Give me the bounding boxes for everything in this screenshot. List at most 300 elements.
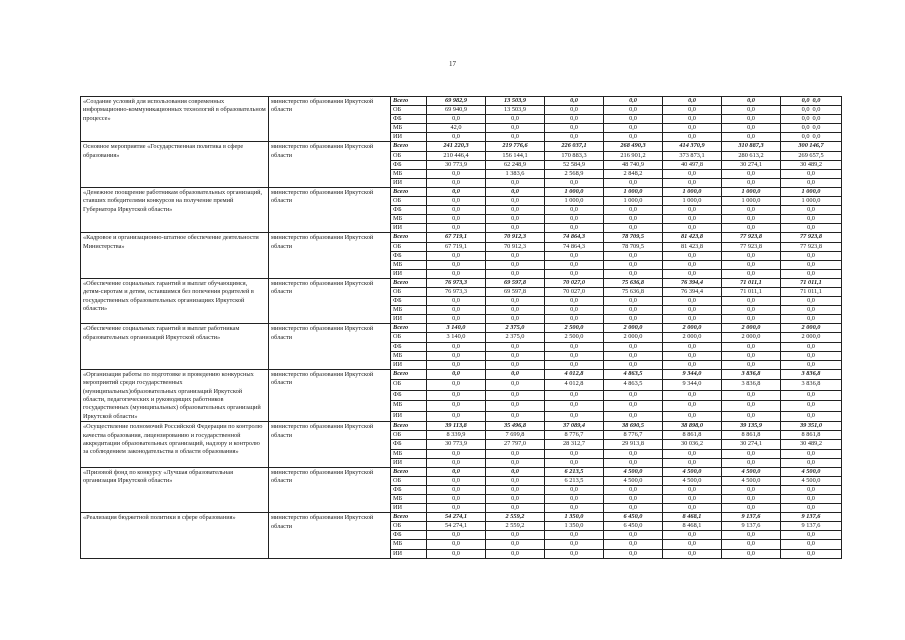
amount-cell: 0,0 [486, 297, 545, 306]
amount-cell: 2 000,0 [604, 333, 663, 342]
amount-cell: 0,0 [604, 124, 663, 133]
amount-cell: 70 027,0 [545, 287, 604, 296]
amount-cell: 0,0 [663, 495, 722, 504]
amount-cell: 1 000,0 [604, 197, 663, 206]
amount-cell: 0,0 [486, 411, 545, 422]
amount-cell: 81 423,8 [663, 233, 722, 242]
amount-cell: 0,0 [781, 269, 842, 278]
amount-cell: 0,0 [427, 540, 486, 549]
amount-cell: 0,0 [781, 540, 842, 549]
amount-cell: 0,0 [781, 401, 842, 411]
amount-cell: 0,0 [604, 485, 663, 494]
amount-cell: 69 982,9 [427, 97, 486, 106]
amount-cell: 0,0 [427, 187, 486, 196]
amount-cell: 0,0 [663, 97, 722, 106]
amount-cell: 3 140,0 [427, 333, 486, 342]
amount-cell: 0,0 [545, 315, 604, 324]
table-row [81, 369, 842, 379]
amount-cell: 0,0 [604, 549, 663, 558]
amount-cell: 0,0 0,0 [781, 133, 842, 142]
amount-cell: 13 503,9 [486, 106, 545, 115]
funding-source-cell: ИИ [391, 178, 427, 187]
amount-cell: 13 503,9 [486, 97, 545, 106]
amount-cell: 0,0 [427, 549, 486, 558]
amount-cell: 0,0 [604, 206, 663, 215]
amount-cell: 0,0 [781, 251, 842, 260]
amount-cell: 0,0 [486, 215, 545, 224]
amount-cell: 0,0 [722, 360, 781, 369]
funding-source-cell: Всего [391, 369, 427, 379]
amount-cell: 0,0 [427, 401, 486, 411]
amount-cell: 0,0 [781, 495, 842, 504]
amount-cell: 0,0 [781, 549, 842, 558]
amount-cell: 0,0 [545, 401, 604, 411]
amount-cell: 0,0 [427, 485, 486, 494]
amount-cell: 0,0 [604, 351, 663, 360]
amount-cell: 9 137,6 [781, 522, 842, 531]
amount-cell: 0,0 [781, 485, 842, 494]
amount-cell: 4 500,0 [604, 476, 663, 485]
funding-source-cell: МБ [391, 124, 427, 133]
amount-cell: 0,0 [663, 178, 722, 187]
program-name-cell: «Обеспечение социальных гарантий и выплат работникам образовательных организаций Иркутской области» [81, 324, 269, 369]
funding-source-cell: ИИ [391, 133, 427, 142]
amount-extra: 0,0 [812, 115, 821, 123]
amount-cell: 0,0 [604, 178, 663, 187]
amount-cell: 0,0 [604, 411, 663, 422]
amount-cell: 52 584,9 [545, 160, 604, 169]
amount-cell: 0,0 [545, 269, 604, 278]
amount-cell: 0,0 [427, 449, 486, 458]
amount-cell: 0,0 [663, 124, 722, 133]
amount-cell: 0,0 [486, 549, 545, 558]
table-row [81, 278, 842, 287]
funding-source-cell: ИИ [391, 504, 427, 513]
amount-cell: 0,0 [486, 458, 545, 467]
amount-cell: 0,0 [781, 178, 842, 187]
funding-source-cell: ОБ [391, 380, 427, 390]
amount-cell: 4 500,0 [663, 467, 722, 476]
table-row [81, 233, 842, 242]
amount-cell: 0,0 [545, 360, 604, 369]
amount-cell: 241 220,3 [427, 142, 486, 151]
amount-cell: 0,0 [545, 297, 604, 306]
amount-cell: 0,0 [663, 390, 722, 400]
amount-cell: 2 000,0 [722, 333, 781, 342]
amount-cell: 0,0 [663, 306, 722, 315]
amount-cell: 76 973,3 [427, 287, 486, 296]
amount-cell: 0,0 [545, 342, 604, 351]
amount-cell: 0,0 [663, 449, 722, 458]
table-row [81, 422, 842, 431]
amount-cell: 0,0 [486, 115, 545, 124]
amount-cell: 35 496,8 [486, 422, 545, 431]
amount-cell: 310 887,3 [722, 142, 781, 151]
amount-cell: 0,0 [722, 315, 781, 324]
amount-cell: 280 613,2 [722, 151, 781, 160]
amount-cell: 7 699,8 [486, 431, 545, 440]
amount-cell: 0,0 [427, 351, 486, 360]
amount-cell: 0,0 [427, 306, 486, 315]
amount-cell: 0,0 [604, 531, 663, 540]
amount-cell: 0,0 [486, 306, 545, 315]
amount-cell: 0,0 [604, 504, 663, 513]
amount-cell: 0,0 [486, 485, 545, 494]
amount-cell: 1 350,0 [545, 513, 604, 522]
amount-cell: 2 500,0 [545, 333, 604, 342]
amount-cell: 0,0 [604, 401, 663, 411]
amount-extra: 0,0 [812, 124, 821, 132]
amount-cell: 8 861,8 [781, 431, 842, 440]
funding-source-cell: ИИ [391, 269, 427, 278]
amount-cell: 30 773,9 [427, 440, 486, 449]
amount-cell: 4 863,5 [604, 380, 663, 390]
amount-cell: 0,0 [427, 133, 486, 142]
amount-cell: 0,0 [781, 390, 842, 400]
page-number: 17 [449, 60, 456, 68]
amount-cell: 0,0 [781, 449, 842, 458]
amount-cell: 0,0 [427, 495, 486, 504]
amount-cell: 0,0 [722, 224, 781, 233]
amount-cell: 0,0 [427, 531, 486, 540]
amount-cell: 6 213,5 [545, 467, 604, 476]
funding-source-cell: Всего [391, 97, 427, 106]
amount-cell: 0,0 [486, 342, 545, 351]
amount-cell: 0,0 [722, 351, 781, 360]
amount-cell: 70 027,0 [545, 278, 604, 287]
amount-cell: 74 864,3 [545, 242, 604, 251]
amount-cell: 78 709,5 [604, 242, 663, 251]
funding-source-cell: МБ [391, 351, 427, 360]
executor-cell: министерство образования Иркутской области [269, 142, 391, 187]
amount-cell: 4 012,8 [545, 380, 604, 390]
amount-cell: 67 719,1 [427, 242, 486, 251]
amount-cell: 8 468,1 [663, 522, 722, 531]
amount-cell: 1 000,0 [663, 197, 722, 206]
table-row [81, 142, 842, 151]
amount-cell: 1 000,0 [545, 187, 604, 196]
amount-cell: 268 490,3 [604, 142, 663, 151]
amount-cell: 71 011,1 [722, 287, 781, 296]
amount-cell: 0,0 [722, 215, 781, 224]
table-row [81, 467, 842, 476]
amount-cell: 0,0 [545, 260, 604, 269]
amount-cell: 0,0 [486, 360, 545, 369]
amount-cell: 0,0 [427, 269, 486, 278]
amount-cell: 28 312,7 [545, 440, 604, 449]
amount-cell: 40 497,8 [663, 160, 722, 169]
amount-cell: 2 568,9 [545, 169, 604, 178]
amount-cell: 0,0 [663, 297, 722, 306]
executor-cell: министерство образования Иркутской области [269, 233, 391, 278]
amount-cell: 0,0 [781, 315, 842, 324]
amount-cell: 414 370,9 [663, 142, 722, 151]
amount-cell: 0,0 0,0 [781, 106, 842, 115]
amount-cell: 70 912,3 [486, 233, 545, 242]
amount-cell: 0,0 [663, 106, 722, 115]
amount-cell: 0,0 [722, 124, 781, 133]
amount-cell: 0,0 [663, 224, 722, 233]
amount-cell: 0,0 [604, 315, 663, 324]
executor-cell: министерство образования Иркутской области [269, 187, 391, 232]
amount-cell: 0,0 [486, 495, 545, 504]
amount-cell: 0,0 [545, 540, 604, 549]
amount-cell: 0,0 [722, 251, 781, 260]
amount-cell: 0,0 [427, 390, 486, 400]
amount-cell: 0,0 [604, 260, 663, 269]
amount-cell: 0,0 [663, 260, 722, 269]
amount-cell: 1 000,0 [722, 187, 781, 196]
amount-cell: 76 394,4 [663, 278, 722, 287]
amount-cell: 2 559,2 [486, 522, 545, 531]
funding-source-cell: МБ [391, 260, 427, 269]
amount-cell: 0,0 [486, 206, 545, 215]
funding-source-cell: ИИ [391, 411, 427, 422]
amount-cell: 81 423,8 [663, 242, 722, 251]
amount-cell: 0,0 [663, 549, 722, 558]
amount-cell: 0,0 [781, 260, 842, 269]
amount-cell: 0,0 [486, 467, 545, 476]
amount-cell: 0,0 [781, 169, 842, 178]
amount-cell: 0,0 [545, 549, 604, 558]
amount-cell: 0,0 [604, 133, 663, 142]
funding-source-cell: Всего [391, 422, 427, 431]
amount-cell: 0,0 [486, 315, 545, 324]
amount-cell: 8 861,8 [663, 431, 722, 440]
amount-extra: 0,0 [812, 133, 821, 141]
amount-cell: 0,0 [604, 251, 663, 260]
amount-cell: 0,0 [781, 360, 842, 369]
amount-cell: 39 351,0 [781, 422, 842, 431]
amount-cell: 0,0 [427, 458, 486, 467]
amount-cell: 1 000,0 [781, 187, 842, 196]
amount-cell: 4 500,0 [604, 467, 663, 476]
amount-cell: 0,0 [427, 315, 486, 324]
program-name-cell: «Осуществление полномочий Российской Федерации по контролю качества образования, лицензированию и государственной аккредитации образовательных организаций, надзору и контролю за соблюдением законодательства в области образования» [81, 422, 269, 467]
amount-cell: 0,0 [722, 458, 781, 467]
funding-source-cell: ФБ [391, 297, 427, 306]
amount-cell: 3 140,0 [427, 324, 486, 333]
amount-cell: 0,0 [722, 531, 781, 540]
amount-cell: 0,0 [663, 401, 722, 411]
funding-source-cell: ИИ [391, 315, 427, 324]
amount-cell: 30 773,9 [427, 160, 486, 169]
amount-cell: 6 213,5 [545, 476, 604, 485]
amount-cell: 4 500,0 [722, 467, 781, 476]
amount-cell: 0,0 [781, 306, 842, 315]
amount-cell: 2 000,0 [663, 324, 722, 333]
amount-cell: 0,0 [663, 215, 722, 224]
amount-cell: 0,0 [545, 390, 604, 400]
amount-cell: 9 137,6 [722, 513, 781, 522]
amount-cell: 0,0 [604, 458, 663, 467]
amount-cell: 0,0 [545, 178, 604, 187]
amount-cell: 4 500,0 [781, 467, 842, 476]
amount-cell: 42,0 [427, 124, 486, 133]
amount-cell: 8 776,7 [604, 431, 663, 440]
program-name-cell: «Кадровое и организационно-штатное обеспечение деятельности Министерства» [81, 233, 269, 278]
amount-cell: 0,0 [427, 178, 486, 187]
program-name-cell: «Обеспечение социальных гарантий и выплат обучающимся, детям-сиротам и детям, оставшимся без попечения родителей в государственных образовательных организациях Иркутской области» [81, 278, 269, 323]
amount-cell: 37 089,4 [545, 422, 604, 431]
amount-cell: 0,0 [722, 133, 781, 142]
funding-source-cell: ФБ [391, 485, 427, 494]
amount-cell: 54 274,1 [427, 513, 486, 522]
program-name-cell: «Организация работы по подготовке и проведению конкурсных мероприятий среди государственных (муниципальных)образовательных организаций Иркутской области, педагогических и руководящих работников государственных (муниципальных) образовательных организаций Иркутской области» [81, 369, 269, 421]
amount-cell: 0,0 [781, 224, 842, 233]
amount-cell: 0,0 [722, 540, 781, 549]
amount-cell: 0,0 [427, 115, 486, 124]
amount-cell: 0,0 [427, 224, 486, 233]
table-row [81, 513, 842, 522]
amount-cell: 62 248,9 [486, 160, 545, 169]
amount-cell: 0,0 [545, 133, 604, 142]
funding-source-cell: ОБ [391, 333, 427, 342]
amount-cell: 0,0 [486, 260, 545, 269]
amount-cell: 75 636,8 [604, 287, 663, 296]
amount-cell: 1 350,0 [545, 522, 604, 531]
amount-cell: 0,0 [604, 342, 663, 351]
amount-cell: 2 375,0 [486, 324, 545, 333]
amount-cell: 0,0 [663, 169, 722, 178]
amount-cell: 0,0 [545, 206, 604, 215]
amount-cell: 30 274,1 [722, 160, 781, 169]
amount-cell: 0,0 [486, 369, 545, 379]
amount-cell: 0,0 [663, 315, 722, 324]
amount-cell: 0,0 [604, 449, 663, 458]
amount-cell: 75 636,8 [604, 278, 663, 287]
amount-cell: 0,0 [663, 485, 722, 494]
amount-cell: 0,0 [545, 449, 604, 458]
amount-cell: 0,0 [781, 504, 842, 513]
amount-cell: 0,0 [604, 390, 663, 400]
amount-cell: 0,0 0,0 [781, 124, 842, 133]
amount-cell: 0,0 [663, 411, 722, 422]
amount-cell: 0,0 [486, 124, 545, 133]
executor-cell: министерство образования Иркутской области [269, 513, 391, 558]
funding-source-cell: МБ [391, 449, 427, 458]
funding-source-cell: МБ [391, 306, 427, 315]
amount-cell: 2 000,0 [663, 333, 722, 342]
amount-cell: 2 000,0 [781, 333, 842, 342]
amount-cell: 0,0 [604, 540, 663, 549]
amount-cell: 0,0 [781, 215, 842, 224]
amount-cell: 0,0 [663, 342, 722, 351]
amount-cell: 30 274,1 [722, 440, 781, 449]
amount-cell: 0,0 [545, 504, 604, 513]
amount-cell: 170 883,3 [545, 151, 604, 160]
program-name-cell: Основное мероприятие «Государственная политика в сфере образования» [81, 142, 269, 187]
amount-cell: 0,0 [427, 251, 486, 260]
amount-cell: 0,0 [663, 115, 722, 124]
amount-cell: 0,0 [486, 133, 545, 142]
amount-cell: 0,0 [545, 124, 604, 133]
amount-cell: 0,0 [781, 531, 842, 540]
amount-cell: 1 000,0 [604, 187, 663, 196]
funding-source-cell: ИИ [391, 224, 427, 233]
funding-source-cell: Всего [391, 467, 427, 476]
amount-cell: 0,0 [427, 260, 486, 269]
table-row [81, 187, 842, 196]
amount-cell: 77 923,8 [781, 242, 842, 251]
funding-source-cell: ФБ [391, 115, 427, 124]
funding-source-cell: МБ [391, 169, 427, 178]
amount-cell: 0,0 [486, 390, 545, 400]
amount-cell: 0,0 [604, 106, 663, 115]
amount-cell: 30 489,2 [781, 160, 842, 169]
amount-cell: 2 000,0 [604, 324, 663, 333]
amount-cell: 39 113,8 [427, 422, 486, 431]
amount-cell: 0,0 [781, 342, 842, 351]
amount-cell: 0,0 [722, 449, 781, 458]
amount-cell: 0,0 [781, 206, 842, 215]
amount-cell: 3 836,8 [722, 380, 781, 390]
amount-cell: 2 848,2 [604, 169, 663, 178]
funding-source-cell: ФБ [391, 251, 427, 260]
amount-cell: 77 923,8 [781, 233, 842, 242]
amount-cell: 0,0 [722, 97, 781, 106]
amount-cell: 70 912,3 [486, 242, 545, 251]
funding-source-cell: ОБ [391, 431, 427, 440]
amount-cell: 0,0 [486, 531, 545, 540]
amount-cell: 0,0 [545, 351, 604, 360]
amount-cell: 0,0 [427, 215, 486, 224]
executor-cell: министерство образования Иркутской области [269, 422, 391, 467]
amount-cell: 69 597,8 [486, 278, 545, 287]
amount-cell: 0,0 [427, 476, 486, 485]
amount-cell: 0,0 [545, 458, 604, 467]
amount-cell: 1 000,0 [781, 197, 842, 206]
amount-cell: 69 597,8 [486, 287, 545, 296]
amount-cell: 0,0 [663, 458, 722, 467]
amount-cell: 226 037,1 [545, 142, 604, 151]
amount-cell: 0,0 [486, 476, 545, 485]
funding-source-cell: Всего [391, 187, 427, 196]
amount-cell: 0,0 [604, 215, 663, 224]
amount-cell: 0,0 [545, 115, 604, 124]
amount-cell: 71 011,1 [781, 278, 842, 287]
amount-cell: 8 468,1 [663, 513, 722, 522]
amount-cell: 0,0 [486, 449, 545, 458]
funding-source-cell: ФБ [391, 206, 427, 215]
funding-source-cell: ФБ [391, 531, 427, 540]
amount-cell: 30 036,2 [663, 440, 722, 449]
funding-source-cell: Всего [391, 513, 427, 522]
funding-source-cell: Всего [391, 233, 427, 242]
amount-cell: 0,0 0,0 [781, 115, 842, 124]
amount-cell: 0,0 [781, 411, 842, 422]
amount-cell: 0,0 [663, 133, 722, 142]
funding-source-cell: МБ [391, 540, 427, 549]
amount-cell: 9 137,6 [722, 522, 781, 531]
amount-cell: 0,0 [663, 360, 722, 369]
amount-cell: 4 012,8 [545, 369, 604, 379]
amount-cell: 1 000,0 [722, 197, 781, 206]
amount-cell: 0,0 [545, 306, 604, 315]
amount-cell: 4 863,5 [604, 369, 663, 379]
amount-cell: 0,0 [486, 504, 545, 513]
amount-cell: 0,0 [722, 306, 781, 315]
amount-cell: 0,0 [427, 467, 486, 476]
amount-cell: 8 339,9 [427, 431, 486, 440]
amount-cell: 67 719,1 [427, 233, 486, 242]
amount-cell: 0,0 [427, 360, 486, 369]
funding-source-cell: ОБ [391, 522, 427, 531]
funding-source-cell: ОБ [391, 476, 427, 485]
amount-cell: 210 446,4 [427, 151, 486, 160]
amount-cell: 0,0 [545, 106, 604, 115]
amount-cell: 0,0 [545, 495, 604, 504]
